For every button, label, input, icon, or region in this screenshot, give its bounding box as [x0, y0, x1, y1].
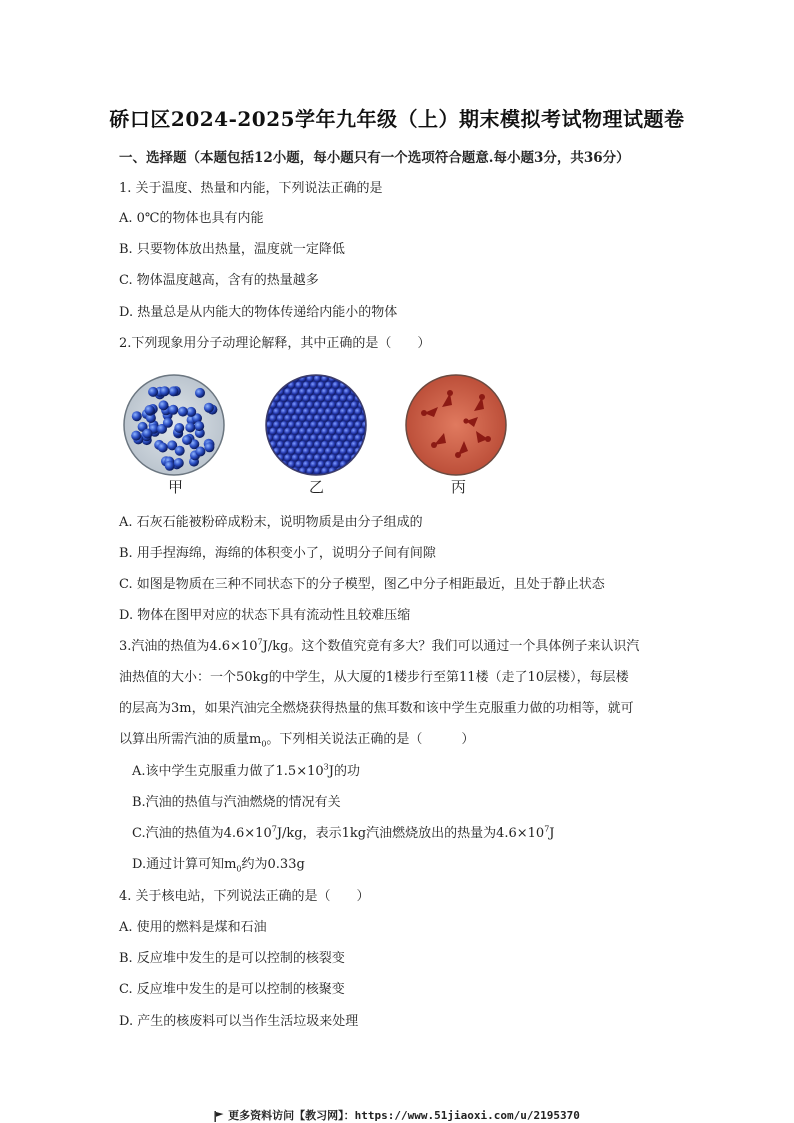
- molecule: [329, 428, 336, 435]
- molecule: [266, 461, 273, 468]
- molecule: [310, 461, 317, 468]
- molecule: [264, 395, 266, 402]
- molecule: [340, 373, 347, 376]
- molecule: [303, 461, 310, 468]
- question-2-option-d: D. 物体在图甲对应的状态下具有流动性且较难压缩: [119, 608, 411, 623]
- molecule: [314, 467, 321, 474]
- molecule: [270, 428, 277, 435]
- molecule: [292, 415, 299, 422]
- molecule: [284, 441, 291, 448]
- molecule: [288, 395, 295, 402]
- question-2-stem: 2.下列现象用分子动理论解释，其中正确的是（ ）: [119, 336, 431, 351]
- molecule: [366, 388, 368, 395]
- molecule: [292, 388, 299, 395]
- molecule: [325, 421, 332, 428]
- molecule: [273, 461, 280, 468]
- molecule: [366, 441, 368, 448]
- molecule: [321, 428, 328, 435]
- molecule: [264, 382, 266, 389]
- question-3-line-1: 3.汽油的热值为$4.6\times 10^7J/kg$。这个数值究竟有多大？我们可以通过一个具体例子来认识汽: [119, 637, 640, 654]
- page-title: 硚口区2024-2025学年九年级（上）期末模拟考试物理试题卷: [109, 107, 685, 131]
- question-4-option-d: D. 产生的核废料可以当作生活垃圾来处理: [119, 1014, 359, 1029]
- molecule: [175, 446, 185, 456]
- molecule: [307, 388, 314, 395]
- molecule: [358, 454, 365, 461]
- molecule: [273, 382, 280, 389]
- molecule: [314, 454, 321, 461]
- question-3-option-a: A.该中学生克服重力做了$1.5\times 10^3J$的功: [132, 762, 360, 779]
- molecule: [318, 461, 325, 468]
- molecule: [292, 441, 299, 448]
- molecule: [366, 467, 368, 474]
- molecule: [264, 373, 266, 376]
- molecule: [325, 382, 332, 389]
- molecule: [362, 382, 368, 389]
- question-4-option-b: B. 反应堆中发生的是可以控制的核裂变: [119, 951, 345, 966]
- molecule: [332, 448, 339, 455]
- molecule: [310, 434, 317, 441]
- molecule: [292, 454, 299, 461]
- molecule: [168, 405, 178, 415]
- molecule: [329, 454, 336, 461]
- molecule: [303, 421, 310, 428]
- molecule: [281, 434, 288, 441]
- molecule: [344, 441, 351, 448]
- molecule: [277, 441, 284, 448]
- molecule: [264, 375, 269, 382]
- molecule: [303, 434, 310, 441]
- figure-label-bing: 丙: [451, 478, 467, 496]
- molecule: [344, 428, 351, 435]
- molecule: [351, 375, 358, 382]
- question-3-option-c: C.汽油的热值为$4.6\times 10^7J/kg$，表示1kg汽油燃烧放出的热量为$4.6\times 10^7J$: [132, 824, 555, 841]
- molecule: [351, 401, 358, 408]
- molecule: [284, 401, 291, 408]
- molecule: [178, 407, 188, 417]
- molecule: [318, 395, 325, 402]
- molecule: [288, 373, 295, 376]
- molecule-model-figures: [118, 373, 518, 498]
- molecule: [362, 373, 368, 376]
- molecule: [131, 431, 141, 441]
- question-1-option-b: B. 只要物体放出热量，温度就一定降低: [119, 242, 345, 257]
- molecule: [174, 458, 184, 468]
- molecule: [355, 461, 362, 468]
- molecule: [195, 388, 205, 398]
- molecule: [264, 454, 269, 461]
- molecule: [355, 421, 362, 428]
- molecule: [347, 448, 354, 455]
- molecule-model-jia: [122, 373, 226, 477]
- molecule: [321, 441, 328, 448]
- molecule: [307, 415, 314, 422]
- molecule: [303, 382, 310, 389]
- molecule: [295, 448, 302, 455]
- molecule: [277, 467, 284, 474]
- molecule: [264, 408, 266, 415]
- molecule: [325, 395, 332, 402]
- molecule: [347, 408, 354, 415]
- molecule: [299, 401, 306, 408]
- molecule: [347, 395, 354, 402]
- molecule: [325, 434, 332, 441]
- molecule: [358, 467, 365, 474]
- molecule: [307, 441, 314, 448]
- molecule: [284, 375, 291, 382]
- molecule: [321, 454, 328, 461]
- molecule: [347, 434, 354, 441]
- molecule: [145, 405, 155, 415]
- molecule: [281, 421, 288, 428]
- molecule: [318, 434, 325, 441]
- molecule: [329, 441, 336, 448]
- molecule: [185, 423, 195, 433]
- molecule: [362, 395, 368, 402]
- molecule: [195, 447, 205, 457]
- question-4-stem: 4. 关于核电站，下列说法正确的是（ ）: [119, 889, 370, 904]
- molecule: [299, 415, 306, 422]
- molecule: [277, 428, 284, 435]
- molecule-model-bing: [404, 373, 508, 477]
- molecule: [273, 408, 280, 415]
- molecule: [204, 403, 214, 413]
- molecule: [148, 387, 158, 397]
- molecule: [340, 421, 347, 428]
- molecule: [310, 395, 317, 402]
- molecule: [336, 441, 343, 448]
- molecule: [355, 382, 362, 389]
- molecule: [347, 421, 354, 428]
- molecule: [358, 375, 365, 382]
- molecule: [168, 386, 178, 396]
- question-4-option-c: C. 反应堆中发生的是可以控制的核聚变: [119, 982, 345, 997]
- figure-label-yi: 乙: [309, 478, 325, 496]
- molecule: [336, 388, 343, 395]
- question-3-line-3: 的层高为3m，如果汽油完全燃烧获得热量的焦耳数和该中学生克服重力做的功相等，就可: [119, 701, 634, 716]
- molecule: [288, 434, 295, 441]
- molecule: [336, 401, 343, 408]
- molecule: [355, 373, 362, 376]
- molecule: [347, 373, 354, 376]
- molecule: [299, 454, 306, 461]
- molecule: [355, 434, 362, 441]
- molecule: [284, 454, 291, 461]
- molecule: [336, 415, 343, 422]
- molecule: [340, 408, 347, 415]
- question-1-option-a: A. 0℃的物体也具有内能: [119, 211, 264, 226]
- molecule: [325, 373, 332, 376]
- molecule: [358, 388, 365, 395]
- molecule: [288, 421, 295, 428]
- molecule: [264, 434, 266, 441]
- question-3-option-d: D.通过计算可知$m_0$约为0.33g: [132, 857, 305, 874]
- molecule: [362, 448, 368, 455]
- molecule: [351, 415, 358, 422]
- molecule: [281, 373, 288, 376]
- molecule: [303, 448, 310, 455]
- question-1-option-c: C. 物体温度越高，含有的热量越多: [119, 273, 319, 288]
- molecule: [270, 375, 277, 382]
- molecule: [318, 421, 325, 428]
- molecule: [351, 467, 358, 474]
- molecule: [344, 415, 351, 422]
- molecule: [332, 373, 339, 376]
- molecule: [344, 454, 351, 461]
- molecule: [310, 408, 317, 415]
- question-4-option-a: A. 使用的燃料是煤和石油: [119, 920, 267, 935]
- molecule: [264, 461, 266, 468]
- molecule: [351, 441, 358, 448]
- molecule: [329, 388, 336, 395]
- molecule: [314, 388, 321, 395]
- molecule: [303, 408, 310, 415]
- molecule: [292, 428, 299, 435]
- molecule: [266, 373, 273, 376]
- question-3-line-2: 油热值的大小：一个50kg的中学生，从大厦的1楼步行至第11楼（走了10层楼），每层楼: [119, 670, 629, 685]
- molecule: [174, 423, 184, 433]
- molecule: [194, 421, 204, 431]
- molecule: [277, 401, 284, 408]
- molecule: [307, 401, 314, 408]
- molecule: [284, 388, 291, 395]
- molecule: [351, 428, 358, 435]
- molecule: [204, 442, 214, 452]
- molecule: [314, 401, 321, 408]
- molecule: [332, 434, 339, 441]
- molecule: [299, 428, 306, 435]
- molecule: [325, 461, 332, 468]
- molecule: [264, 467, 269, 474]
- molecule: [270, 415, 277, 422]
- molecule: [314, 441, 321, 448]
- molecule: [355, 408, 362, 415]
- molecule: [295, 421, 302, 428]
- molecule: [266, 382, 273, 389]
- molecule: [292, 401, 299, 408]
- molecule: [273, 434, 280, 441]
- molecule: [299, 441, 306, 448]
- molecule: [159, 400, 169, 410]
- question-1-option-d: D. 热量总是从内能大的物体传递给内能小的物体: [119, 305, 398, 320]
- molecule: [158, 443, 168, 453]
- molecule: [332, 421, 339, 428]
- molecule: [318, 448, 325, 455]
- molecule: [340, 448, 347, 455]
- molecule: [321, 415, 328, 422]
- question-3-option-b: B.汽油的热值与汽油燃烧的情况有关: [132, 795, 341, 810]
- molecule: [270, 467, 277, 474]
- molecule: [307, 428, 314, 435]
- molecule: [321, 401, 328, 408]
- molecule: [344, 375, 351, 382]
- molecule: [318, 408, 325, 415]
- molecule: [273, 373, 280, 376]
- question-2-option-c: C. 如图是物质在三种不同状态下的分子模型，图乙中分子相距最近，且处于静止状态: [119, 577, 605, 592]
- molecule: [160, 386, 170, 396]
- molecule: [281, 395, 288, 402]
- molecule: [362, 461, 368, 468]
- molecule: [277, 415, 284, 422]
- molecule: [288, 448, 295, 455]
- molecule: [321, 388, 328, 395]
- molecule: [314, 428, 321, 435]
- molecule: [332, 382, 339, 389]
- molecule: [332, 461, 339, 468]
- molecule: [340, 434, 347, 441]
- molecule: [332, 395, 339, 402]
- molecule: [366, 454, 368, 461]
- molecule: [182, 435, 192, 445]
- molecule: [307, 454, 314, 461]
- question-2-option-b: B. 用手捏海绵，海绵的体积变小了，说明分子间有间隙: [119, 546, 436, 561]
- molecule: [284, 415, 291, 422]
- molecule: [264, 388, 269, 395]
- molecule: [318, 382, 325, 389]
- molecule: [132, 411, 142, 421]
- molecule: [295, 373, 302, 376]
- molecule: [366, 401, 368, 408]
- molecule: [264, 448, 266, 455]
- molecule: [325, 448, 332, 455]
- molecule: [143, 429, 153, 439]
- molecule: [295, 461, 302, 468]
- molecule: [277, 375, 284, 382]
- molecule: [344, 401, 351, 408]
- question-2-option-a: A. 石灰石能被粉碎成粉末，说明物质是由分子组成的: [119, 515, 423, 530]
- footer-link[interactable]: 更多资料访问【教习网】：https://www.51jiaoxi.com/u/2195370: [0, 1107, 794, 1123]
- molecule: [281, 448, 288, 455]
- molecule: [366, 375, 368, 382]
- molecule: [295, 395, 302, 402]
- molecule: [310, 448, 317, 455]
- molecule: [329, 401, 336, 408]
- question-1-stem: 1. 关于温度、热量和内能，下列说法正确的是: [119, 181, 383, 196]
- molecule: [310, 421, 317, 428]
- molecule: [329, 415, 336, 422]
- molecule: [336, 428, 343, 435]
- molecule: [340, 395, 347, 402]
- molecule: [344, 467, 351, 474]
- molecule: [310, 382, 317, 389]
- molecule: [288, 408, 295, 415]
- molecule: [273, 421, 280, 428]
- figure-label-jia: 甲: [168, 478, 184, 496]
- question-3-line-4: 以算出所需汽油的质量$m_0$。下列相关说法正确的是（ ）: [119, 732, 475, 749]
- section-heading: 一、选择题（本题包括12小题，每小题只有一个选项符合题意.每小题3分，共36分）: [119, 150, 630, 166]
- molecule: [295, 382, 302, 389]
- molecule: [295, 434, 302, 441]
- molecule: [325, 408, 332, 415]
- molecule: [332, 408, 339, 415]
- molecule: [295, 408, 302, 415]
- molecule-model-yi: [264, 373, 368, 477]
- molecule: [165, 461, 175, 471]
- molecule: [314, 415, 321, 422]
- molecule: [303, 395, 310, 402]
- molecule: [299, 388, 306, 395]
- molecule: [281, 408, 288, 415]
- molecule: [284, 428, 291, 435]
- molecule: [336, 454, 343, 461]
- flag-icon: [214, 1111, 224, 1122]
- molecule: [163, 418, 173, 428]
